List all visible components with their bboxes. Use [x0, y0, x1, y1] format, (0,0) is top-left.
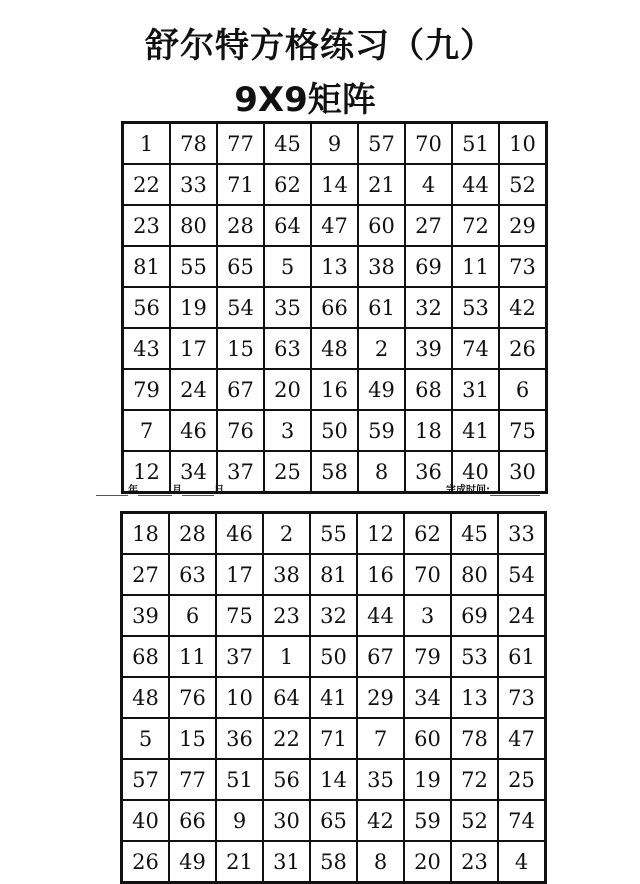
grid-cell[interactable]: 75: [499, 410, 547, 451]
grid-cell[interactable]: 28: [217, 205, 264, 246]
grid-row: [123, 205, 547, 246]
grid-cell[interactable]: 24: [498, 595, 546, 636]
grid-cell[interactable]: 65: [310, 800, 357, 841]
grid-row: [122, 759, 546, 800]
grid-cell[interactable]: 7: [357, 718, 404, 759]
grid-row: [123, 328, 547, 369]
grid-row: [122, 595, 546, 636]
grid-cell[interactable]: 20: [264, 369, 311, 410]
grid-cell[interactable]: 47: [498, 718, 546, 759]
day-blank[interactable]: [182, 486, 214, 496]
grid-cell[interactable]: 8: [358, 451, 405, 493]
grid-row: [123, 123, 547, 165]
grid-cell[interactable]: 3: [404, 595, 451, 636]
grid-cell[interactable]: 29: [357, 677, 404, 718]
grid-cell[interactable]: 13: [451, 677, 498, 718]
schulte-grid-1: [121, 121, 548, 494]
grid-cell[interactable]: 53: [451, 636, 498, 677]
grid-cell[interactable]: 81: [123, 246, 171, 287]
grid-cell[interactable]: 52: [451, 800, 498, 841]
grid-cell[interactable]: 25: [264, 451, 311, 493]
grid-cell[interactable]: 11: [452, 246, 499, 287]
grid-cell[interactable]: 60: [404, 718, 451, 759]
grid-cell[interactable]: 67: [217, 369, 264, 410]
year-blank[interactable]: [96, 486, 128, 496]
grid-cell[interactable]: 21: [216, 841, 263, 883]
grid-cell[interactable]: 74: [498, 800, 546, 841]
grid-cell[interactable]: 39: [122, 595, 170, 636]
grid-cell[interactable]: 19: [404, 759, 451, 800]
grid-cell[interactable]: 6: [169, 595, 216, 636]
grid-cell[interactable]: 11: [169, 636, 216, 677]
grid-cell[interactable]: 27: [405, 205, 452, 246]
grid-cell[interactable]: 42: [357, 800, 404, 841]
grid-cell[interactable]: 6: [499, 369, 547, 410]
grid-row: [123, 410, 547, 451]
grid-cell[interactable]: 67: [357, 636, 404, 677]
grid-cell[interactable]: 73: [499, 246, 547, 287]
grid-cell[interactable]: 50: [310, 636, 357, 677]
date-line: [96, 481, 224, 496]
grid-cell[interactable]: 76: [169, 677, 216, 718]
grid-cell[interactable]: 65: [217, 246, 264, 287]
grid-cell[interactable]: 36: [216, 718, 263, 759]
grid-cell[interactable]: 80: [451, 554, 498, 595]
grid-row: [122, 636, 546, 677]
grid-row: [122, 513, 546, 555]
grid-cell[interactable]: 56: [123, 287, 171, 328]
grid-cell[interactable]: 37: [216, 636, 263, 677]
grid-cell[interactable]: 55: [170, 246, 217, 287]
grid-cell[interactable]: 38: [358, 246, 405, 287]
grid-row: [122, 677, 546, 718]
grid-cell[interactable]: 19: [170, 287, 217, 328]
grid-cell[interactable]: 69: [405, 246, 452, 287]
grid-row: [122, 841, 546, 883]
grid-cell[interactable]: 5: [264, 246, 311, 287]
grid-cell[interactable]: 51: [452, 123, 499, 165]
grid-cell[interactable]: 71: [217, 164, 264, 205]
grid-cell[interactable]: 1: [263, 636, 310, 677]
grid-cell[interactable]: 9: [311, 123, 358, 165]
grid-cell[interactable]: 22: [123, 164, 171, 205]
month-label: 月: [172, 485, 182, 496]
grid-cell[interactable]: 7: [123, 410, 171, 451]
grid-cell[interactable]: 72: [451, 759, 498, 800]
grid-cell[interactable]: 59: [404, 800, 451, 841]
month-blank[interactable]: [138, 486, 172, 496]
grid-cell[interactable]: 48: [122, 677, 170, 718]
grid-cell[interactable]: 22: [263, 718, 310, 759]
grid-cell[interactable]: 71: [310, 718, 357, 759]
grid-cell[interactable]: 17: [170, 328, 217, 369]
grid-row: [123, 287, 547, 328]
grid-cell[interactable]: 58: [311, 451, 358, 493]
matrix-size-subtitle: 9X9矩阵: [234, 80, 376, 120]
grid-cell[interactable]: 10: [499, 123, 547, 165]
year-label: 年: [128, 485, 138, 496]
grid-cell[interactable]: 23: [263, 595, 310, 636]
grid-cell[interactable]: 72: [452, 205, 499, 246]
grid-cell[interactable]: 55: [310, 513, 357, 555]
grid-cell[interactable]: 49: [169, 841, 216, 883]
grid-cell[interactable]: 39: [405, 328, 452, 369]
grid-cell[interactable]: 49: [358, 369, 405, 410]
grid-cell[interactable]: 32: [405, 287, 452, 328]
grid-cell[interactable]: 54: [217, 287, 264, 328]
grid-cell[interactable]: 78: [170, 123, 217, 165]
grid-cell[interactable]: 10: [216, 677, 263, 718]
grid-cell[interactable]: 63: [169, 554, 216, 595]
grid-cell[interactable]: 60: [358, 205, 405, 246]
grid-cell[interactable]: 14: [310, 759, 357, 800]
grid-cell[interactable]: 47: [311, 205, 358, 246]
grid-cell[interactable]: 9: [216, 800, 263, 841]
grid-cell[interactable]: 18: [405, 410, 452, 451]
grid-cell[interactable]: 42: [499, 287, 547, 328]
grid-cell[interactable]: 63: [264, 328, 311, 369]
grid-cell[interactable]: 56: [263, 759, 310, 800]
grid-cell[interactable]: 15: [217, 328, 264, 369]
grid-row: [122, 800, 546, 841]
grid-cell[interactable]: 30: [263, 800, 310, 841]
completion-time-blank[interactable]: [490, 486, 540, 496]
grid-cell[interactable]: 74: [452, 328, 499, 369]
grid-cell[interactable]: 4: [405, 164, 452, 205]
grid-cell[interactable]: 35: [357, 759, 404, 800]
grid-cell[interactable]: 13: [311, 246, 358, 287]
grid-cell[interactable]: 57: [122, 759, 170, 800]
grid-cell[interactable]: 64: [264, 205, 311, 246]
worksheet-title: 舒尔特方格练习（九）: [145, 26, 495, 66]
grid-cell[interactable]: 45: [451, 513, 498, 555]
grid-cell[interactable]: 43: [123, 328, 171, 369]
grid-cell[interactable]: 16: [357, 554, 404, 595]
grid-cell[interactable]: 1: [123, 123, 171, 165]
grid-cell[interactable]: 15: [169, 718, 216, 759]
completion-time-label: 完成时间:: [446, 485, 490, 496]
grid-cell[interactable]: 70: [404, 554, 451, 595]
grid-cell[interactable]: 78: [451, 718, 498, 759]
grid-row: [122, 554, 546, 595]
grid-cell[interactable]: 41: [310, 677, 357, 718]
grid-cell[interactable]: 16: [311, 369, 358, 410]
grid-cell[interactable]: 2: [358, 328, 405, 369]
grid-cell[interactable]: 25: [498, 759, 546, 800]
grid-cell[interactable]: 79: [123, 369, 171, 410]
grid-cell[interactable]: 28: [169, 513, 216, 555]
grid-cell[interactable]: 81: [310, 554, 357, 595]
grid-cell[interactable]: 26: [499, 328, 547, 369]
grid-cell[interactable]: 66: [311, 287, 358, 328]
grid-cell[interactable]: 44: [357, 595, 404, 636]
day-label: 日: [214, 485, 224, 496]
grid-row: [123, 246, 547, 287]
grid-cell[interactable]: 69: [451, 595, 498, 636]
grid-cell[interactable]: 62: [264, 164, 311, 205]
grid-cell[interactable]: 59: [358, 410, 405, 451]
grid-cell[interactable]: 23: [123, 205, 171, 246]
grid-cell[interactable]: 27: [122, 554, 170, 595]
grid-cell[interactable]: 57: [358, 123, 405, 165]
grid-cell[interactable]: 61: [358, 287, 405, 328]
grid-cell[interactable]: 23: [451, 841, 498, 883]
grid-cell[interactable]: 80: [170, 205, 217, 246]
grid-cell[interactable]: 41: [452, 410, 499, 451]
completion-time: [446, 481, 540, 496]
grid-cell[interactable]: 40: [452, 451, 499, 493]
grid-cell[interactable]: 12: [123, 451, 171, 493]
grid-cell[interactable]: 54: [498, 554, 546, 595]
grid-cell[interactable]: 12: [357, 513, 404, 555]
grid-cell[interactable]: 70: [405, 123, 452, 165]
grid-cell[interactable]: 44: [452, 164, 499, 205]
grid-cell[interactable]: 26: [122, 841, 170, 883]
grid-cell[interactable]: 3: [264, 410, 311, 451]
grid-cell[interactable]: 64: [263, 677, 310, 718]
schulte-grid-2: [120, 511, 547, 884]
grid-cell[interactable]: 30: [499, 451, 547, 493]
grid-cell[interactable]: 33: [498, 513, 546, 555]
grid-cell[interactable]: 24: [170, 369, 217, 410]
grid-cell[interactable]: 51: [216, 759, 263, 800]
grid-cell[interactable]: 46: [216, 513, 263, 555]
grid-cell[interactable]: 20: [404, 841, 451, 883]
grid-cell[interactable]: 34: [404, 677, 451, 718]
grid-cell[interactable]: 14: [311, 164, 358, 205]
grid-row: [123, 369, 547, 410]
grid-row: [122, 718, 546, 759]
grid-cell[interactable]: 62: [404, 513, 451, 555]
grid-cell[interactable]: 38: [263, 554, 310, 595]
grid-cell[interactable]: 52: [499, 164, 547, 205]
grid-cell[interactable]: 37: [217, 451, 264, 493]
grid-cell[interactable]: 61: [498, 636, 546, 677]
grid-cell[interactable]: 5: [122, 718, 170, 759]
grid-cell[interactable]: 31: [263, 841, 310, 883]
grid-cell[interactable]: 40: [122, 800, 170, 841]
grid-cell[interactable]: 77: [169, 759, 216, 800]
grid-cell[interactable]: 66: [169, 800, 216, 841]
grid-cell[interactable]: 2: [263, 513, 310, 555]
grid-cell[interactable]: 79: [404, 636, 451, 677]
grid-cell[interactable]: 53: [452, 287, 499, 328]
grid-cell[interactable]: 45: [264, 123, 311, 165]
grid-cell[interactable]: 32: [310, 595, 357, 636]
grid-cell[interactable]: 4: [498, 841, 546, 883]
grid-cell[interactable]: 33: [170, 164, 217, 205]
grid-cell[interactable]: 58: [310, 841, 357, 883]
grid-cell[interactable]: 48: [311, 328, 358, 369]
grid-cell[interactable]: 29: [499, 205, 547, 246]
grid-cell[interactable]: 68: [405, 369, 452, 410]
grid-cell[interactable]: 35: [264, 287, 311, 328]
grid-cell[interactable]: 73: [498, 677, 546, 718]
grid-cell[interactable]: 77: [217, 123, 264, 165]
grid-cell[interactable]: 36: [405, 451, 452, 493]
grid-cell[interactable]: 31: [452, 369, 499, 410]
grid-cell[interactable]: 75: [216, 595, 263, 636]
grid-cell[interactable]: 8: [357, 841, 404, 883]
grid-cell[interactable]: 68: [122, 636, 170, 677]
grid-cell[interactable]: 21: [358, 164, 405, 205]
grid-cell[interactable]: 46: [170, 410, 217, 451]
grid-cell[interactable]: 18: [122, 513, 170, 555]
grid-cell[interactable]: 17: [216, 554, 263, 595]
grid-cell[interactable]: 76: [217, 410, 264, 451]
grid-cell[interactable]: 50: [311, 410, 358, 451]
grid-row: [123, 164, 547, 205]
grid-cell[interactable]: 34: [170, 451, 217, 493]
